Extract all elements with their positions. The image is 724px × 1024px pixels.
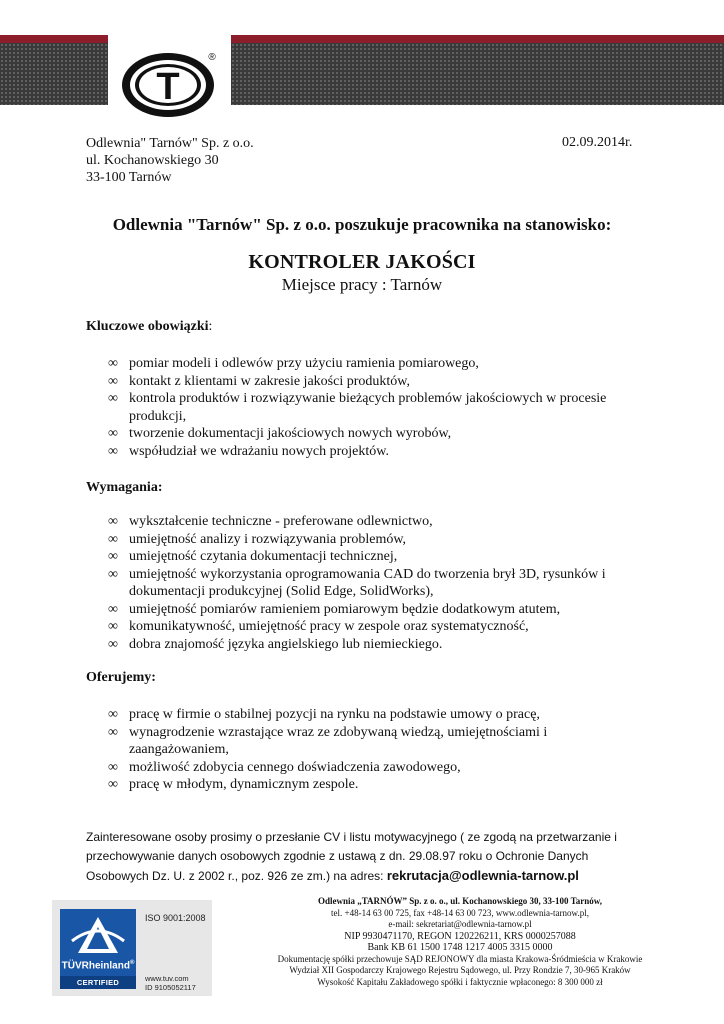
application-note-text: Zainteresowane osoby prosimy o przesłanie CV i listu motywacyjnego ( ze zgodą na przetwarzanie i przechowywanie danych osobowych zgodnie z ustawą z dn. 29.08.97 roku o Ochronie Danych Osobowych Dz. U. z 2002 r., poz. 926 ze zm.) na adres:	[86, 830, 617, 883]
infinity-bullet-icon: ∞	[108, 391, 118, 406]
footer-email: e-mail: sekretariat@odlewnia-tarnow.pl	[388, 919, 532, 929]
duties-heading	[86, 319, 212, 335]
list-item: ∞ kontakt z klientami w zakresie jakości produktów,	[108, 373, 410, 389]
list-item: ∞ możliwość zdobycia cennego doświadczenia zawodowego,	[108, 759, 461, 775]
sender-company: Odlewnia" Tarnów" Sp. z o.o.	[86, 136, 254, 151]
infinity-bullet-icon: ∞	[108, 373, 118, 389]
list-item: ∞ pomiar modeli i odlewów przy użyciu ramienia pomiarowego,	[108, 356, 479, 371]
requirements-heading: Wymagania:	[86, 480, 163, 495]
list-item: ∞ pracę w młodym, dynamicznym zespole.	[108, 777, 359, 792]
footer-registry-1: Dokumentację spółki przechowuje SĄD REJONOWY dla miasta Krakowa-Śródmieścia w Krakowie	[277, 953, 643, 964]
footer-company: Odlewnia „TARNÓW” Sp. z o. o., ul. Kochanowskiego 30, 33-100 Tarnów,	[317, 896, 603, 906]
infinity-bullet-icon: ∞	[108, 514, 118, 529]
offer-heading: Oferujemy:	[86, 670, 156, 685]
certified-label: CERTIFIED	[60, 976, 136, 989]
footer-bank: Bank KB 61 1500 1748 1217 4005 3315 0000	[367, 942, 553, 953]
footer-registry-2: Wydział XII Gospodarczy Krajowego Rejestru Sądowego, ul. Przy Rondzie 7, 30-965 Kraków	[289, 965, 631, 975]
header-band-right	[231, 35, 724, 105]
infinity-bullet-icon: ∞	[108, 566, 118, 582]
list-item: ∞ tworzenie dokumentacji jakościowych nowych wyrobów,	[108, 426, 452, 441]
offer-list	[108, 706, 648, 794]
company-logo-icon	[120, 48, 224, 120]
list-item: ∞ umiejętność pomiarów ramieniem pomiarowym będzie dodatkowym atutem,	[108, 601, 561, 617]
tuv-triangle-icon	[60, 909, 136, 959]
list-item: ∞ umiejętność wykorzystania oprogramowania CAD do tworzenia brył 3D, rysunków i dokumentacji produkcyjnej (Solid Edge, SolidWorks),	[108, 566, 606, 599]
list-item: ∞ współudział we wdrażaniu nowych projektów.	[108, 443, 389, 459]
iso-standard: ISO 9001:2008	[145, 913, 206, 923]
tuv-website: www.tuv.com	[145, 974, 189, 983]
list-item: ∞ umiejętność czytania dokumentacji technicznej,	[108, 549, 398, 564]
list-item: ∞ umiejętność analizy i rozwiązywania problemów,	[108, 531, 407, 547]
document-date: 02.09.2014r.	[562, 135, 633, 150]
tuv-certificate	[52, 900, 212, 996]
infinity-bullet-icon: ∞	[108, 759, 118, 775]
infinity-bullet-icon: ∞	[108, 426, 118, 441]
infinity-bullet-icon: ∞	[108, 549, 118, 564]
job-title: KONTROLER JAKOŚCI	[248, 251, 476, 273]
list-item: ∞ wykształcenie techniczne - preferowane odlewnictwo,	[108, 514, 433, 529]
infinity-bullet-icon: ∞	[108, 707, 118, 722]
sender-city: 33-100 Tarnów	[86, 170, 172, 185]
headline: Odlewnia "Tarnów" Sp. z o.o. poszukuje pracownika na stanowisko:	[112, 215, 612, 234]
infinity-bullet-icon: ∞	[108, 777, 118, 792]
infinity-bullet-icon: ∞	[108, 531, 118, 547]
company-footer	[240, 896, 680, 988]
infinity-bullet-icon: ∞	[108, 724, 118, 740]
tuv-registered-mark: ®	[129, 960, 135, 966]
tuv-brand: TÜVRheinland®	[61, 960, 135, 972]
list-item: ∞ dobra znajomość języka angielskiego lub niemieckiego.	[108, 636, 443, 652]
requirements-list	[108, 513, 648, 653]
list-item: ∞ pracę w firmie o stabilnej pozycji na rynku na podstawie umowy o pracę,	[108, 707, 540, 722]
footer-contact: tel. +48-14 63 00 725, fax +48-14 63 00 723, www.odlewnia-tarnow.pl,	[331, 907, 589, 918]
application-email-link[interactable]: rekrutacja@odlewnia-tarnow.pl	[386, 868, 579, 883]
job-location: Miejsce pracy : Tarnów	[281, 275, 443, 294]
sender-street: ul. Kochanowskiego 30	[86, 153, 219, 168]
certificate-id: ID 9105052117	[145, 983, 196, 992]
header-band-left	[0, 35, 108, 105]
list-item: ∞ wynagrodzenie wzrastające wraz ze zdobywaną wiedzą, umiejętnościami i zaangażowaniem,	[108, 724, 548, 757]
duties-title: Kluczowe obowiązki	[86, 319, 209, 334]
infinity-bullet-icon: ∞	[108, 636, 118, 652]
footer-ids: NIP 9930471170, REGON 120226211, KRS 0000257088	[344, 930, 576, 942]
sender-address	[86, 135, 254, 186]
duties-list	[108, 355, 648, 460]
logo-registered-mark: ®	[208, 52, 216, 63]
duties-title-colon: :	[208, 319, 213, 334]
infinity-bullet-icon: ∞	[108, 619, 118, 634]
list-item: ∞ kontrola produktów i rozwiązywanie bieżących problemów jakościowych w procesie produkcji,	[108, 391, 607, 424]
tuv-badge	[60, 909, 136, 989]
application-note	[86, 828, 646, 886]
list-item: ∞ komunikatywność, umiejętność pracy w zespole oraz systematyczność,	[108, 619, 529, 634]
footer-capital: Wysokość Kapitału Zakładowego spółki i faktycznie wpłaconego: 8 300 000 zł	[317, 976, 603, 987]
logo-letter: T	[156, 66, 180, 108]
infinity-bullet-icon: ∞	[108, 601, 118, 617]
infinity-bullet-icon: ∞	[108, 356, 118, 371]
infinity-bullet-icon: ∞	[108, 443, 118, 459]
